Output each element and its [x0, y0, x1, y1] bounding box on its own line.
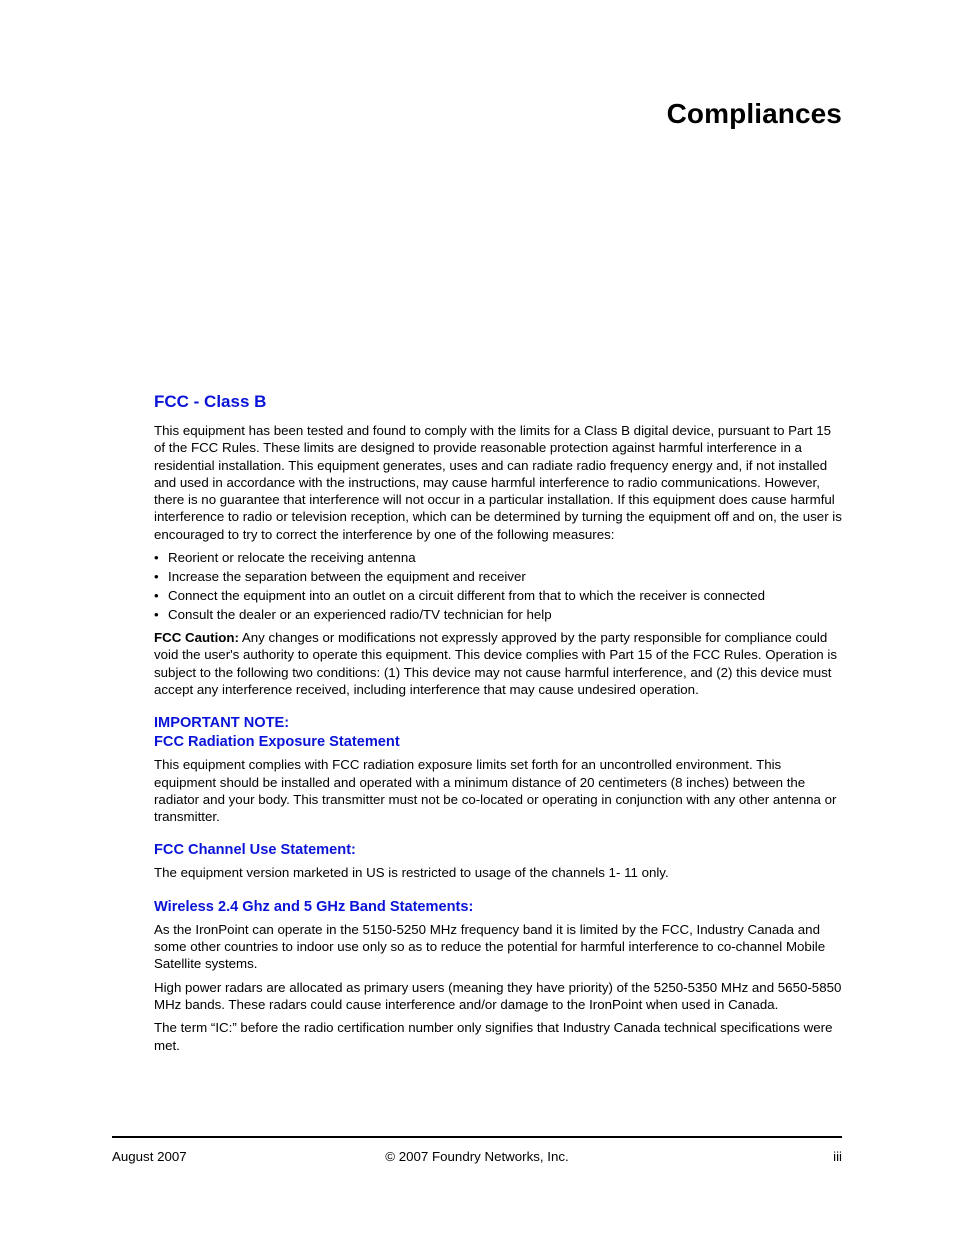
list-item [154, 568, 842, 585]
list-item [154, 606, 842, 623]
list-item-text: Reorient or relocate the receiving antenna [168, 550, 416, 566]
bullet-icon: • [154, 606, 159, 622]
channel-use-section [154, 841, 842, 881]
fcc-class-b-section [154, 391, 842, 698]
list-item-text: Consult the dealer or an experienced radio/TV technician for help [168, 606, 552, 622]
bullet-icon: • [154, 587, 159, 603]
list-item-text: Increase the separation between the equipment and receiver [168, 568, 526, 584]
wireless-band-paragraph-3: The term “IC:” before the radio certification number only signifies that Industry Canada technical specifications were met. [154, 1020, 833, 1053]
radiation-exposure-heading: FCC Radiation Exposure Statement [154, 734, 400, 751]
footer-divider [112, 1136, 842, 1138]
bullet-icon: • [154, 550, 159, 566]
channel-use-heading: FCC Channel Use Statement: [154, 842, 356, 859]
wireless-band-section [154, 898, 842, 1054]
fcc-caution-text: Any changes or modifications not expressly approved by the party responsible for compliance could void the user's authority to operate this equipment. This device complies with Part 15 of the FCC Rules. Operation is subject to the following two conditions: (1) This device may not cause harmful interference, and (2) this device must accept any interference received, including interference that may cause undesired operation. [154, 630, 837, 697]
footer-page-number: iii [833, 1149, 842, 1164]
list-item-text: Connect the equipment into an outlet on a circuit different from that to which the receiver is connected [168, 587, 765, 603]
important-note-heading: IMPORTANT NOTE: [154, 715, 290, 732]
fcc-class-b-heading: FCC - Class B [154, 392, 267, 411]
list-item [154, 587, 842, 604]
channel-use-paragraph: The equipment version marketed in US is restricted to usage of the channels 1- 11 only. [154, 865, 669, 881]
fcc-class-b-paragraph: This equipment has been tested and found to comply with the limits for a Class B digital device, pursuant to Part 15 of the FCC Rules. These limits are designed to provide reasonable protection against harmful interference in a residential installation. This equipment generates, uses and can radiate radio frequency energy and, if not installed and used in accordance with the instructions, may cause harmful interference to radio communications. However, there is no guarantee that interference will not occur in a particular installation. If this equipment does cause harmful interference to radio or television reception, which can be determined by turning the equipment off and on, the user is encouraged to try to correct the interference by one of the following measures: [154, 423, 842, 542]
wireless-band-heading: Wireless 2.4 Ghz and 5 GHz Band Statements: [154, 898, 474, 915]
important-note-section [154, 714, 842, 825]
radiation-exposure-paragraph: This equipment complies with FCC radiation exposure limits set forth for an uncontrolled environment. This equipment should be installed and operated with a minimum distance of 20 centimeters (8 inches) between the radiator and your body. This transmitter must not be co-located or operating in conjunction with any other antenna or transmitter. [154, 757, 837, 825]
page-title: Compliances [666, 98, 842, 129]
compliance-content [154, 391, 842, 1060]
fcc-caution-paragraph [154, 629, 842, 698]
fcc-caution-label: FCC Caution: [154, 630, 239, 646]
wireless-band-paragraph-1: As the IronPoint can operate in the 5150-5250 MHz frequency band it is limited by the FCC, Industry Canada and some other countries to indoor use only so as to reduce the potential for harmful interference to co-channel Mobile Satellite systems. [154, 921, 826, 972]
bullet-icon: • [154, 568, 159, 584]
wireless-band-paragraph-2: High power radars are allocated as primary users (meaning they have priority) of the 5250-5350 MHz and 5650-5850 MHz bands. These radars could cause interference and/or damage to the IronPoint when used in Canada. [154, 979, 842, 1012]
interference-measures-list [154, 549, 842, 623]
footer-copyright: © 2007 Foundry Networks, Inc. [385, 1149, 569, 1164]
list-item [154, 549, 842, 566]
footer-date: August 2007 [112, 1149, 187, 1164]
